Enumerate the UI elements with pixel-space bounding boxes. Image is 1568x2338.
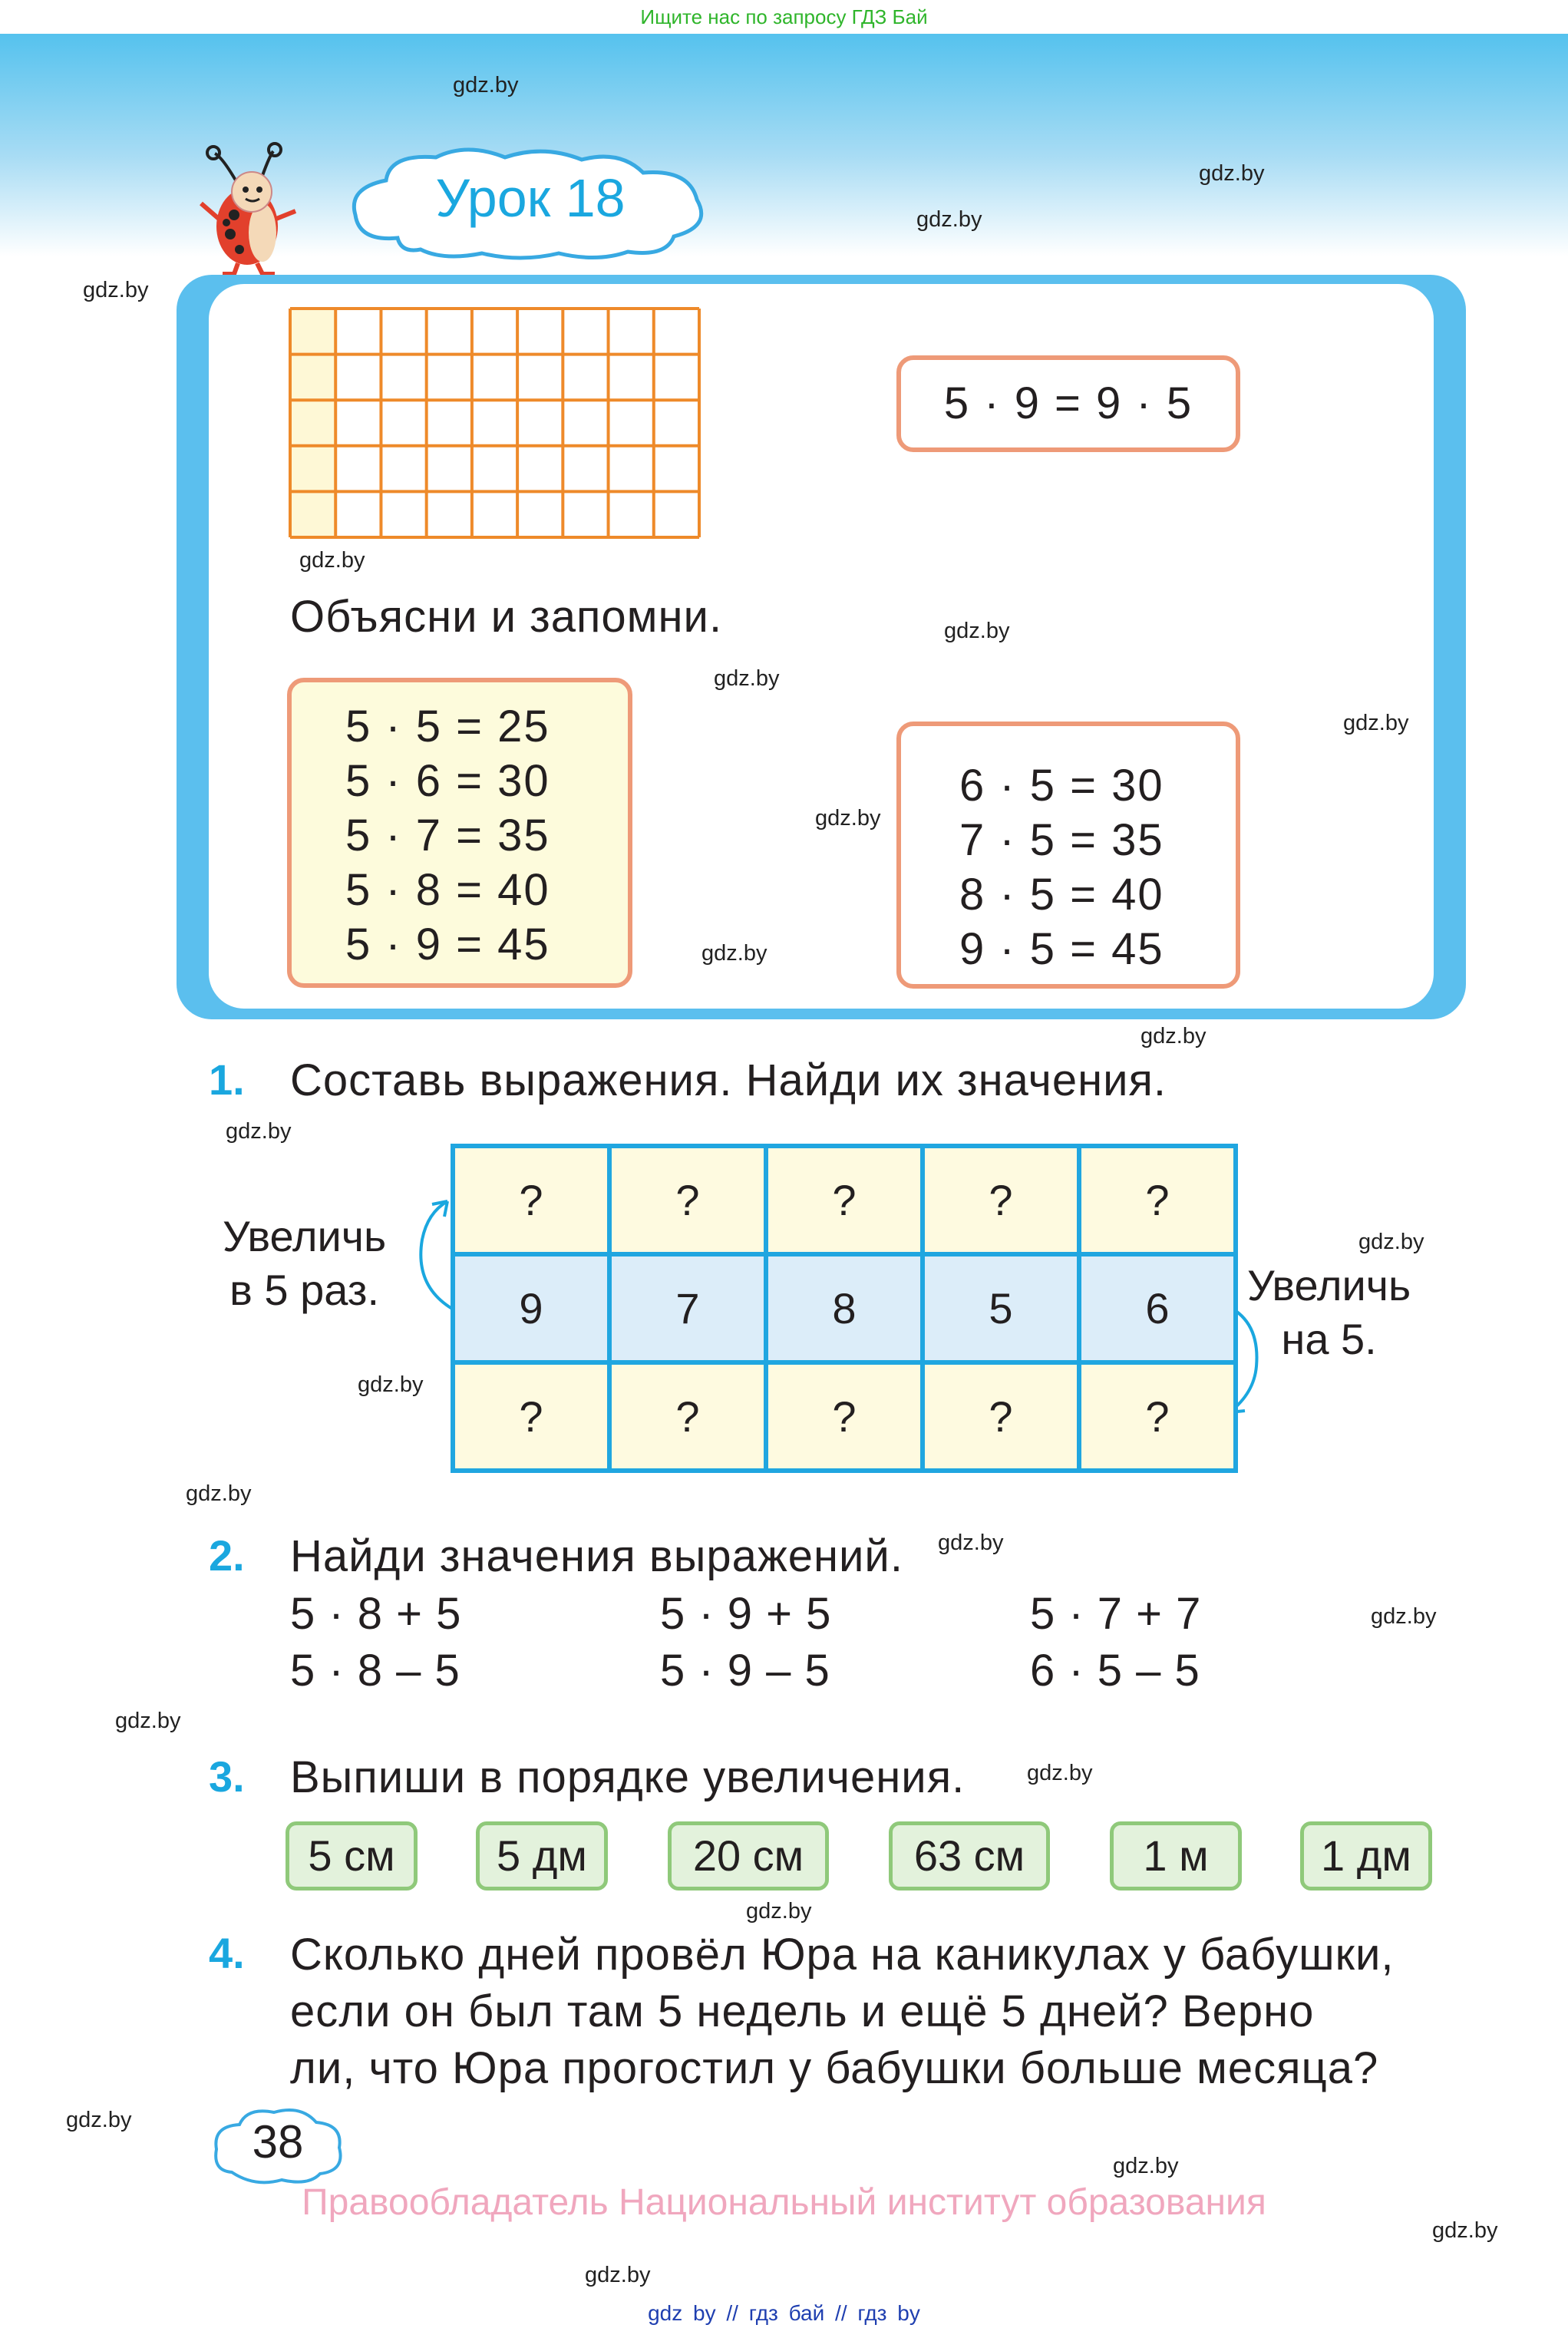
footer-link[interactable]: gdz by — [648, 2301, 716, 2325]
watermark: gdz.by — [944, 619, 1010, 643]
watermark: gdz.by — [1141, 1024, 1207, 1048]
table-cell: ? — [923, 1146, 1079, 1254]
table-row: 5 · 7 = 35 — [345, 811, 550, 860]
explain-text: Объясни и запомни. — [290, 592, 723, 642]
table-row-middle — [453, 1254, 1236, 1362]
watermark: gdz.by — [714, 666, 780, 691]
footer-link[interactable]: гдз by — [857, 2301, 920, 2325]
ladybug-icon — [192, 142, 307, 276]
top-banner[interactable]: Ищите нас по запросу ГДЗ Бай — [640, 5, 928, 28]
table-row: 9 · 5 = 45 — [959, 924, 1164, 974]
watermark: gdz.by — [1343, 711, 1409, 735]
footer-link[interactable]: гдз бай — [748, 2301, 825, 2325]
table-cell: 5 — [923, 1254, 1079, 1362]
lesson-title: Урок 18 — [435, 168, 626, 228]
task1-left-label — [223, 1210, 386, 1317]
watermark: gdz.by — [938, 1531, 1004, 1555]
table-row: 5 · 5 = 25 — [345, 702, 550, 751]
table-row: 5 · 9 = 45 — [345, 920, 550, 969]
commutative-rule: 5 · 9 = 9 · 5 — [943, 378, 1193, 428]
table-cell: 8 — [766, 1254, 923, 1362]
unit-item: 5 см — [286, 1821, 418, 1891]
watermark: gdz.by — [1432, 2218, 1498, 2243]
footer-separator: // — [835, 2301, 847, 2325]
task4-text — [290, 1927, 1395, 2097]
table-cell: ? — [453, 1362, 609, 1471]
task1-text: Составь выражения. Найди их значения. — [290, 1055, 1167, 1105]
watermark: gdz.by — [358, 1372, 424, 1397]
task3-text: Выпиши в порядке увеличения. — [290, 1752, 966, 1802]
table-row: 5 · 6 = 30 — [345, 756, 550, 806]
task2-text: Найди значения выражений. — [290, 1531, 903, 1581]
task3-number: 3. — [209, 1752, 245, 1801]
multiplication-grid — [289, 307, 701, 539]
table-cell: 6 — [1079, 1254, 1236, 1362]
watermark: gdz.by — [701, 941, 767, 966]
task4-number: 4. — [209, 1929, 245, 1977]
task4-line: ли, что Юра прогостил у бабушки больше месяца? — [290, 2043, 1379, 2093]
table-cell: ? — [609, 1146, 766, 1254]
footer-separator: // — [726, 2301, 738, 2325]
unit-item: 1 дм — [1300, 1821, 1432, 1891]
table-row-top — [453, 1146, 1236, 1254]
unit-item: 1 м — [1110, 1821, 1242, 1891]
unit-item: 5 дм — [476, 1821, 608, 1891]
copyright-text: Правообладатель Национальный институт образования — [302, 2182, 1266, 2223]
expression: 5 · 8 + 5 — [290, 1589, 462, 1639]
task1-number: 1. — [209, 1055, 245, 1104]
watermark: gdz.by — [1027, 1761, 1093, 1785]
page-number: 38 — [252, 2116, 304, 2168]
expression: 5 · 9 + 5 — [660, 1589, 832, 1639]
curved-arrow-up-icon — [411, 1194, 457, 1316]
table-cell: ? — [1079, 1146, 1236, 1254]
table-cell: ? — [766, 1362, 923, 1471]
watermark: gdz.by — [1358, 1230, 1424, 1254]
watermark: gdz.by — [299, 548, 365, 573]
watermark: gdz.by — [1371, 1604, 1437, 1629]
expression: 6 · 5 – 5 — [1030, 1646, 1200, 1696]
footer-links — [0, 2301, 1568, 2326]
commutative-rule-box — [896, 355, 1240, 452]
watermark: gdz.by — [585, 2263, 651, 2287]
watermark: gdz.by — [1113, 2154, 1179, 2178]
expression: 5 · 8 – 5 — [290, 1646, 460, 1696]
table-cell: ? — [1079, 1362, 1236, 1471]
watermark: gdz.by — [453, 73, 519, 97]
table-row: 8 · 5 = 40 — [959, 870, 1164, 920]
task1-table — [451, 1144, 1238, 1473]
expression: 5 · 7 + 7 — [1030, 1589, 1202, 1639]
table-cell: ? — [453, 1146, 609, 1254]
expr-column-2 — [660, 1586, 831, 1699]
expr-column-3 — [1030, 1586, 1201, 1699]
watermark: gdz.by — [916, 207, 982, 232]
table-row: 7 · 5 = 35 — [959, 815, 1164, 865]
watermark: gdz.by — [1199, 161, 1265, 186]
table-left-box — [287, 678, 632, 988]
watermark: gdz.by — [226, 1119, 292, 1144]
watermark: gdz.by — [83, 278, 149, 302]
task4-line: Сколько дней провёл Юра на каникулах у бабушки, — [290, 1930, 1395, 1980]
watermark: gdz.by — [746, 1899, 812, 1924]
right-label-line: Увеличь — [1247, 1261, 1411, 1309]
table-cell: ? — [923, 1362, 1079, 1471]
table-row: 6 · 5 = 30 — [959, 761, 1164, 811]
table-cell: ? — [766, 1146, 923, 1254]
watermark: gdz.by — [115, 1709, 181, 1733]
task2-number: 2. — [209, 1531, 245, 1580]
unit-item: 63 см — [889, 1821, 1050, 1891]
table-cell: 9 — [453, 1254, 609, 1362]
table-cell: ? — [609, 1362, 766, 1471]
left-label-line: Увеличь — [223, 1212, 387, 1260]
table-cell: 7 — [609, 1254, 766, 1362]
table-row-bottom — [453, 1362, 1236, 1471]
task1-right-label — [1247, 1259, 1411, 1366]
table-row: 5 · 8 = 40 — [345, 865, 550, 915]
watermark: gdz.by — [815, 806, 881, 831]
left-label-line: в 5 раз. — [229, 1266, 380, 1314]
watermark: gdz.by — [66, 2108, 132, 2132]
table-right-box — [896, 722, 1240, 989]
right-label-line: на 5. — [1281, 1315, 1377, 1363]
unit-item: 20 см — [668, 1821, 829, 1891]
expr-column-1 — [290, 1586, 461, 1699]
task4-line: если он был там 5 недель и ещё 5 дней? Верно — [290, 1986, 1315, 2036]
expression: 5 · 9 – 5 — [660, 1646, 830, 1696]
watermark: gdz.by — [186, 1481, 252, 1506]
